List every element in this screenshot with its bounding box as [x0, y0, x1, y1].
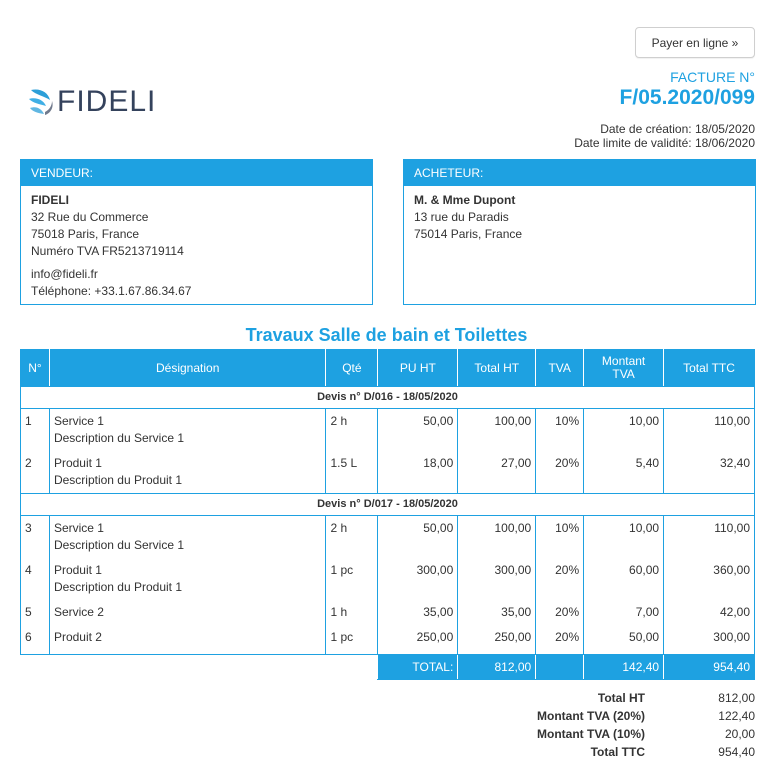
header-vat-amount: Montant TVA	[584, 350, 664, 387]
quote-group-row: Devis n° D/016 - 18/05/2020	[21, 387, 755, 409]
table-row: 5 Service 2 1 h 35,00 35,00 20% 7,00 42,00	[21, 600, 755, 625]
buyer-address-line2: 75014 Paris, France	[414, 227, 523, 241]
vendor-vat-number: Numéro TVA FR5213719114	[31, 244, 184, 258]
quote-group-row: Devis n° D/017 - 18/05/2020	[21, 494, 755, 516]
item-description: Description du Produit 1	[53, 473, 183, 487]
item-name: Service 1	[53, 414, 104, 428]
table-row: 4 Produit 1 Description du Produit 1 1 pc 300,00 300,00 20% 60,00 360,00	[21, 558, 755, 600]
creation-date: Date de création: 18/05/2020	[600, 122, 755, 136]
item-description: Description du Service 1	[53, 538, 185, 552]
total-row	[21, 655, 755, 680]
item-name: Produit 2	[53, 630, 102, 644]
item-name: Service 1	[53, 521, 104, 535]
table-row: 2 Produit 1 Description du Produit 1 1.5 L 18,00 27,00 20% 5,40 32,40	[21, 451, 755, 494]
summary-row: Total HT 812,00	[597, 691, 755, 705]
validity-date: Date limite de validité: 18/06/2020	[574, 136, 755, 150]
item-name: Service 2	[53, 605, 104, 619]
total-ttc-value: 954,40	[664, 655, 755, 680]
company-logo	[26, 84, 166, 120]
table-row: 6 Produit 2 1 pc 250,00 250,00 20% 50,00 300,00	[21, 625, 755, 655]
header-vat: TVA	[536, 350, 584, 387]
total-label: TOTAL:	[378, 655, 458, 680]
totals-summary	[485, 689, 755, 761]
project-title: Travaux Salle de bain et Toilettes	[245, 325, 528, 345]
header-total-ttc: Total TTC	[664, 350, 755, 387]
pay-online-button[interactable]: Payer en ligne »	[635, 27, 755, 58]
vendor-heading: VENDEUR:	[21, 160, 372, 186]
vendor-phone: Téléphone: +33.1.67.86.34.67	[31, 284, 192, 298]
summary-row: Montant TVA (10%) 20,00	[537, 727, 755, 741]
table-row: 3 Service 1 Description du Service 1 2 h 50,00 100,00 10% 10,00 110,00	[21, 516, 755, 559]
logo-text: FIDELI	[57, 85, 157, 118]
vendor-email: info@fideli.fr	[31, 267, 98, 281]
invoice-dates	[574, 122, 755, 150]
header-unit-price: PU HT	[378, 350, 458, 387]
summary-row: Montant TVA (20%) 122,40	[537, 709, 755, 723]
buyer-name: M. & Mme Dupont	[414, 193, 516, 207]
buyer-address-line1: 13 rue du Paradis	[414, 210, 509, 224]
summary-row: Total TTC 954,40	[590, 745, 755, 759]
item-name: Produit 1	[53, 563, 102, 577]
vendor-name: FIDELI	[31, 193, 69, 207]
item-description: Description du Produit 1	[53, 580, 183, 594]
vendor-address-line1: 32 Rue du Commerce	[31, 210, 149, 224]
item-description: Description du Service 1	[53, 431, 185, 445]
item-name: Produit 1	[53, 456, 102, 470]
header-qty: Qté	[326, 350, 378, 387]
table-row: 1 Service 1 Description du Service 1 2 h 50,00 100,00 10% 10,00 110,00	[21, 409, 755, 452]
swirl-logo-icon	[26, 86, 56, 118]
total-vat-value: 142,40	[584, 655, 664, 680]
table-header-row	[21, 350, 755, 387]
invoice-label: FACTURE N°	[670, 69, 755, 85]
invoice-number: F/05.2020/099	[619, 86, 755, 109]
total-ht-value: 812,00	[458, 655, 536, 680]
header-designation: Désignation	[49, 350, 325, 387]
header-no: N°	[21, 350, 50, 387]
buyer-heading: ACHETEUR:	[404, 160, 755, 186]
vendor-address-line2: 75018 Paris, France	[31, 227, 140, 241]
header-total-ht: Total HT	[458, 350, 536, 387]
vendor-box	[20, 159, 373, 305]
buyer-box	[403, 159, 756, 305]
invoice-items-table	[20, 349, 755, 680]
